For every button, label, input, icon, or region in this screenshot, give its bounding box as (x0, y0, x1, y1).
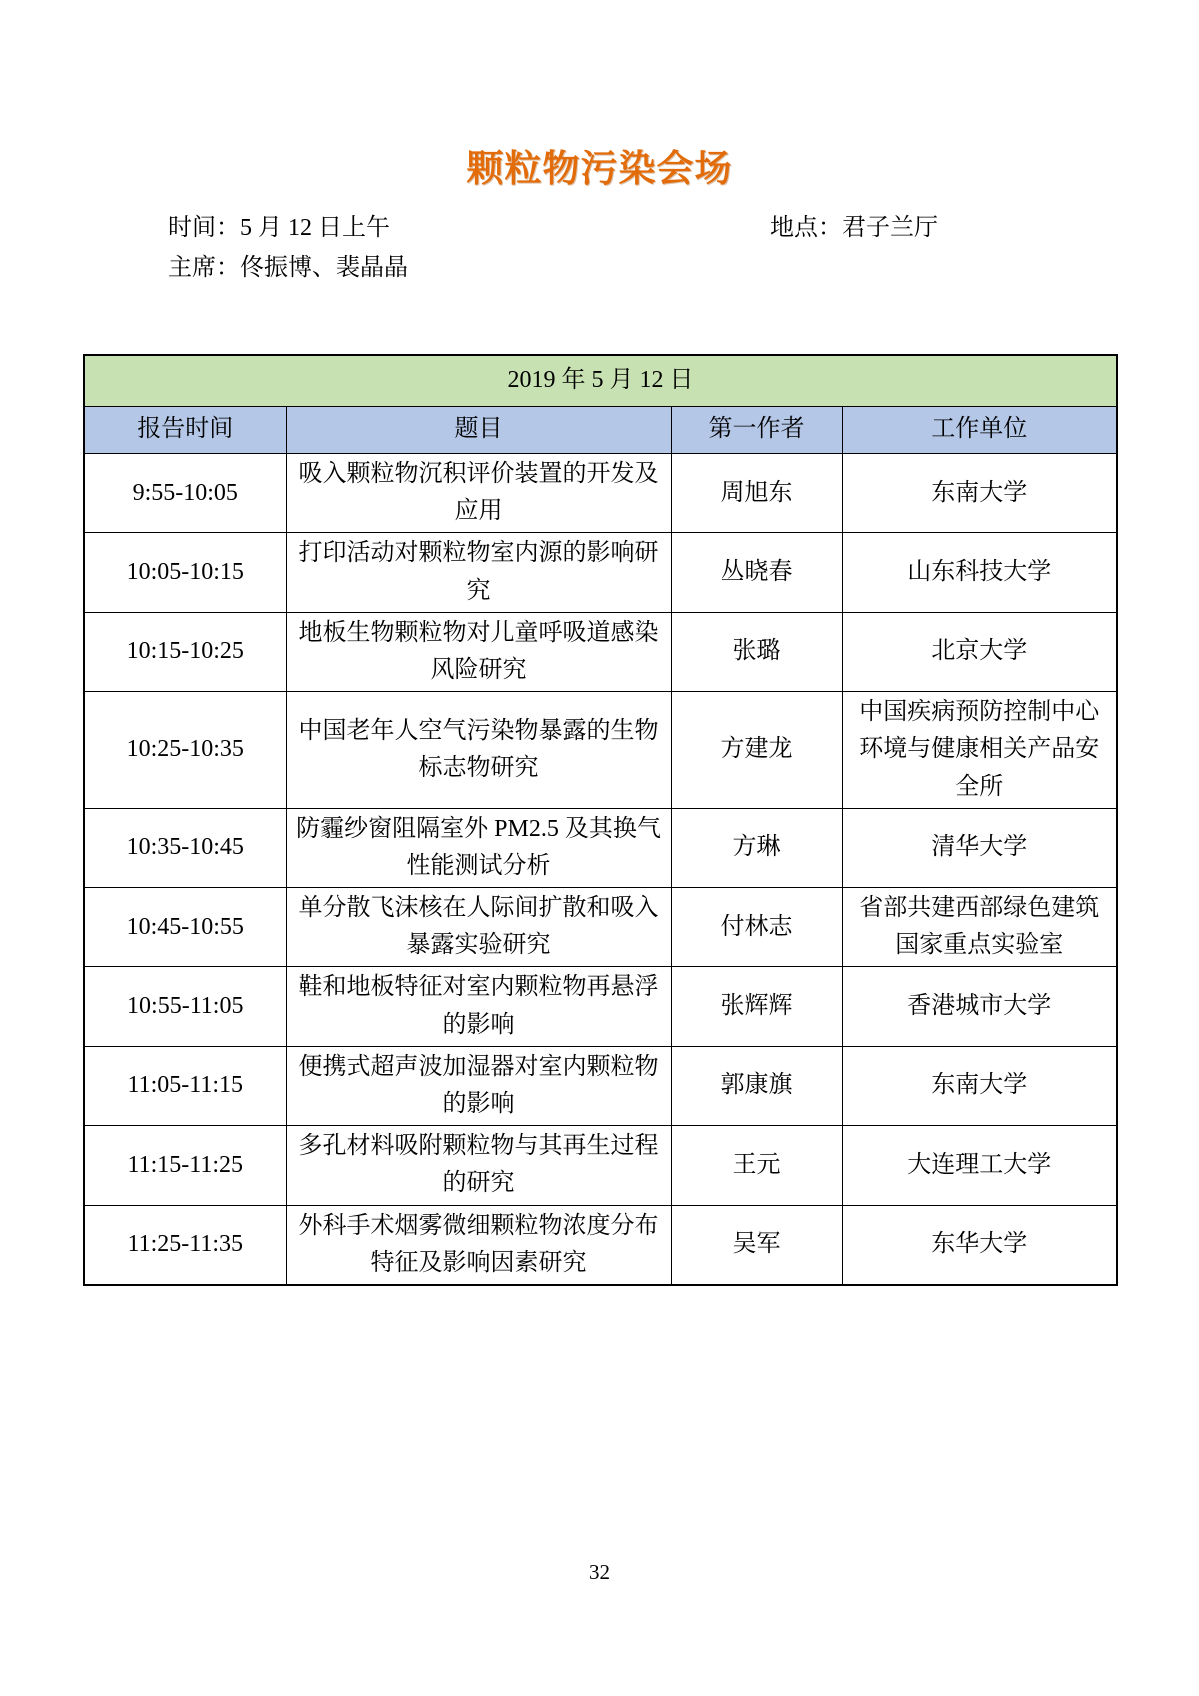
cell-affiliation: 东南大学 (842, 1046, 1117, 1125)
cell-time: 9:55-10:05 (84, 454, 286, 533)
cell-affiliation: 清华大学 (842, 808, 1117, 887)
cell-author: 付林志 (671, 888, 842, 967)
cell-author: 张璐 (671, 612, 842, 691)
cell-title: 多孔材料吸附颗粒物与其再生过程的研究 (286, 1126, 671, 1205)
cell-author: 郭康旗 (671, 1046, 842, 1125)
table-row (84, 1046, 1117, 1125)
cell-title: 单分散飞沫核在人际间扩散和吸入暴露实验研究 (286, 888, 671, 967)
cell-time: 10:45-10:55 (84, 888, 286, 967)
cell-affiliation: 山东科技大学 (842, 533, 1117, 612)
table-row (84, 967, 1117, 1046)
column-header-title: 题目 (286, 407, 671, 454)
cell-time: 11:25-11:35 (84, 1205, 286, 1285)
table-date-header: 2019 年 5 月 12 日 (84, 355, 1117, 407)
table-row (84, 1205, 1117, 1285)
session-time-label: 时间：5 月 12 日上午 (168, 215, 390, 241)
table-row (84, 808, 1117, 887)
table-row (84, 888, 1117, 967)
session-location-label: 地点：君子兰厅 (770, 215, 938, 241)
table-row (84, 1126, 1117, 1205)
cell-author: 周旭东 (671, 454, 842, 533)
cell-time: 10:05-10:15 (84, 533, 286, 612)
cell-time: 10:35-10:45 (84, 808, 286, 887)
cell-time: 11:15-11:25 (84, 1126, 286, 1205)
session-chair-label: 主席：佟振博、裴晶晶 (168, 255, 408, 281)
cell-affiliation: 省部共建西部绿色建筑国家重点实验室 (842, 888, 1117, 967)
cell-time: 10:15-10:25 (84, 612, 286, 691)
session-table-body (84, 454, 1117, 1285)
table-column-header-row (84, 407, 1117, 454)
column-header-time: 报告时间 (84, 407, 286, 454)
cell-title: 防霾纱窗阻隔室外 PM2.5 及其换气性能测试分析 (286, 808, 671, 887)
cell-affiliation: 东华大学 (842, 1205, 1117, 1285)
table-date-header-row (84, 355, 1117, 407)
cell-time: 10:55-11:05 (84, 967, 286, 1046)
table-row (84, 533, 1117, 612)
table-row (84, 612, 1117, 691)
info-row-time-location (168, 208, 1029, 248)
cell-affiliation: 中国疾病预防控制中心环境与健康相关产品安全所 (842, 692, 1117, 809)
table-row (84, 692, 1117, 809)
cell-title: 便携式超声波加湿器对室内颗粒物的影响 (286, 1046, 671, 1125)
cell-affiliation: 北京大学 (842, 612, 1117, 691)
cell-author: 方建龙 (671, 692, 842, 809)
cell-title: 地板生物颗粒物对儿童呼吸道感染风险研究 (286, 612, 671, 691)
cell-author: 吴军 (671, 1205, 842, 1285)
page-number: 32 (589, 1560, 610, 1584)
cell-title: 鞋和地板特征对室内颗粒物再悬浮的影响 (286, 967, 671, 1046)
cell-title: 吸入颗粒物沉积评价装置的开发及应用 (286, 454, 671, 533)
cell-title: 中国老年人空气污染物暴露的生物标志物研究 (286, 692, 671, 809)
column-header-author: 第一作者 (671, 407, 842, 454)
session-info (168, 208, 1029, 288)
cell-title: 外科手术烟雾微细颗粒物浓度分布特征及影响因素研究 (286, 1205, 671, 1285)
cell-author: 丛晓春 (671, 533, 842, 612)
cell-affiliation: 大连理工大学 (842, 1126, 1117, 1205)
cell-author: 王元 (671, 1126, 842, 1205)
cell-time: 11:05-11:15 (84, 1046, 286, 1125)
table-row (84, 454, 1117, 533)
cell-author: 方琳 (671, 808, 842, 887)
page-title: 颗粒物污染会场 (466, 148, 733, 189)
cell-affiliation: 东南大学 (842, 454, 1117, 533)
cell-author: 张辉辉 (671, 967, 842, 1046)
cell-time: 10:25-10:35 (84, 692, 286, 809)
schedule-table (83, 354, 1118, 1286)
column-header-affiliation: 工作单位 (842, 407, 1117, 454)
cell-title: 打印活动对颗粒物室内源的影响研究 (286, 533, 671, 612)
cell-affiliation: 香港城市大学 (842, 967, 1117, 1046)
